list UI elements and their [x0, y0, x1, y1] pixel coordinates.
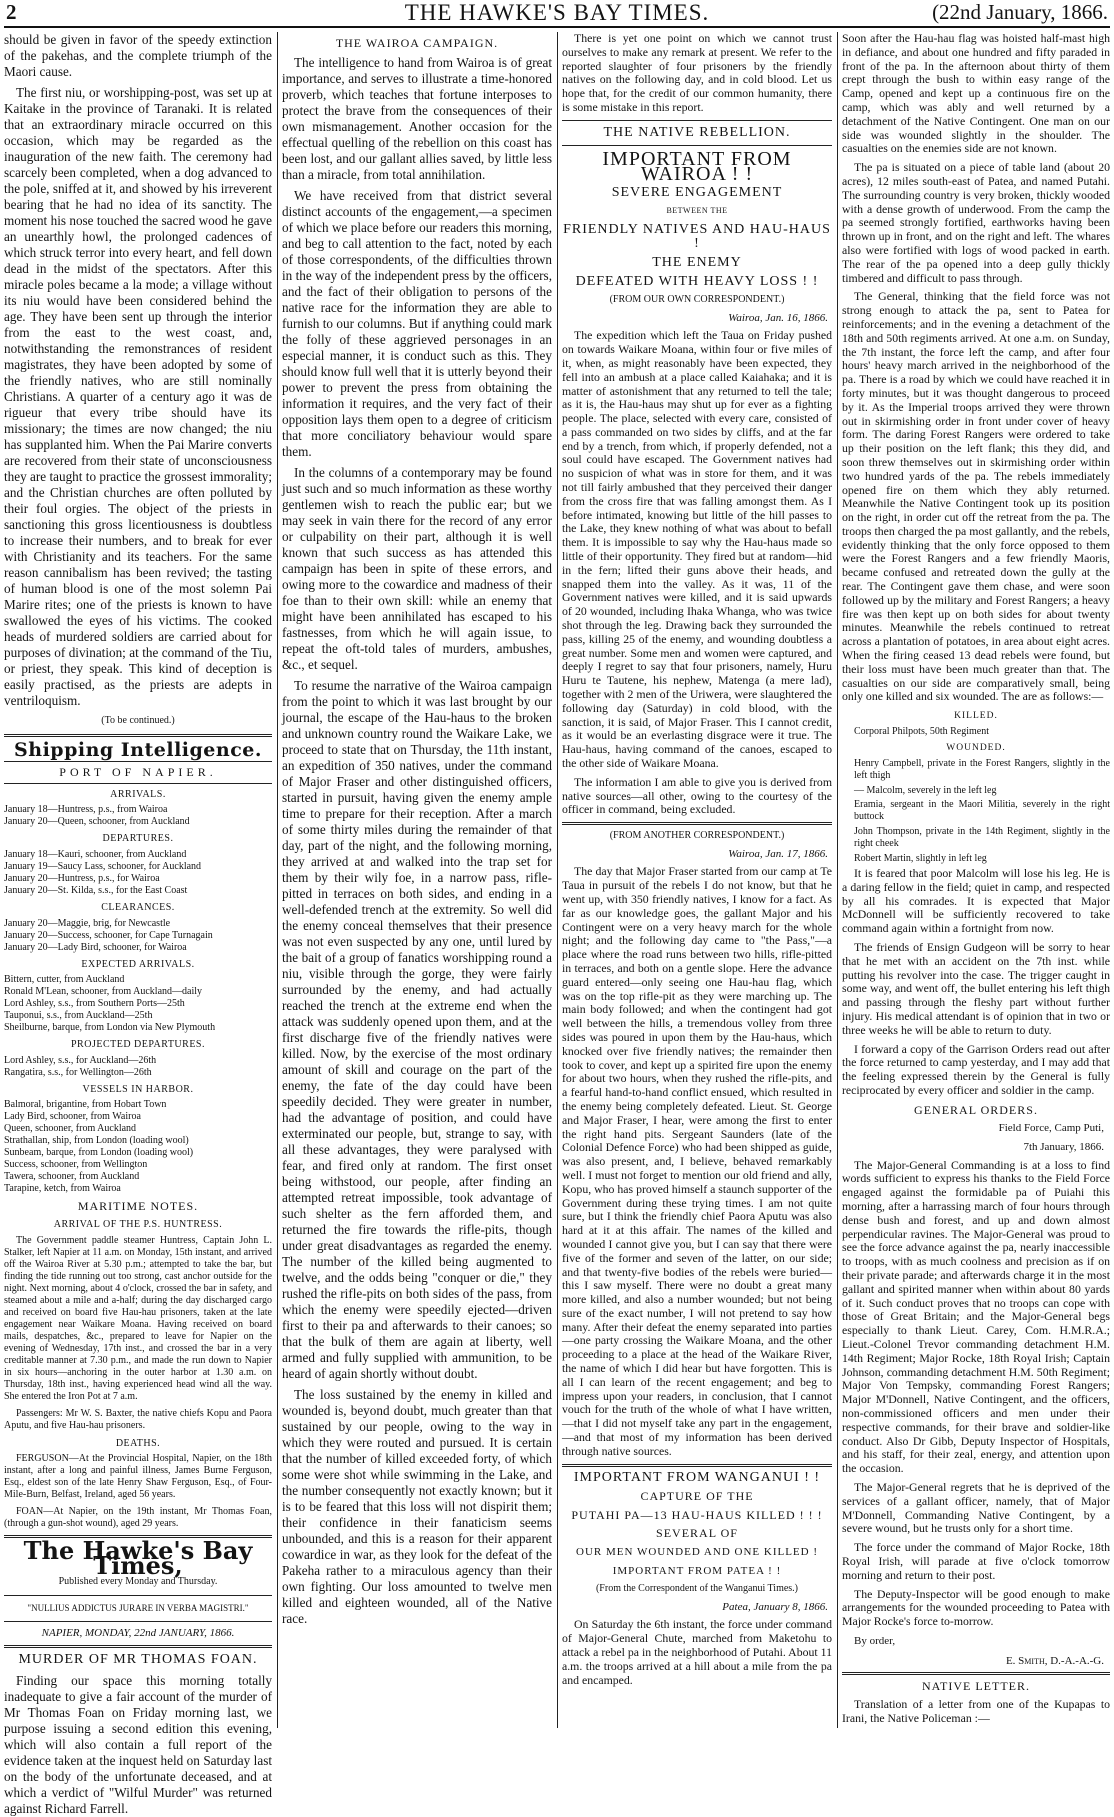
list-item: January 18—Huntress, p.s., from Wairoa — [4, 804, 168, 816]
column-4 — [842, 32, 1110, 1728]
paragraph: The Major-General regrets that he is deprived of the services of a gallant officer, namely, that of Major M'Donnell, Commanding Native Contingent, by a severe wound, but he trusts only for a short time. — [842, 1479, 1110, 1536]
list-item: Lord Ashley, s.s., from Southern Ports—25th — [4, 998, 185, 1010]
issue-date: (22nd January, 1866. — [932, 0, 1108, 24]
paragraph: On Saturday the 6th instant, the force under command of Major-General Chute, marched from Maketohu to attack a rebel pa in the neighborhood of Putahi. About 11 a.m. the troops arrived at a hill about a mile from the pa and encamped. — [562, 1617, 832, 1687]
paragraph: The information I am able to give you is derived from native sources—all other, owing to the courtesy of the officer in command, being excluded. — [562, 774, 832, 817]
paragraph: In the columns of a contemporary may be found just such and so much information as these worthy gentlemen wish to reach the public ear; but we may seek in vain there for the record of any error or culpability on their part, although it is well known that such success as has attended this campaign has been in spite of these errors, and owing more to the cowardice and madness of their foe than to their own skill: while an enemy that might have been annihilated has escaped to his fastnesses, from which he will again issue, to repeat the oft-told tales of murders, ambushes, &c., et sequel. — [282, 464, 552, 672]
list-item: January 20—Success, schooner, for Cape Turnagain — [4, 929, 213, 941]
friendly-heading: FRIENDLY NATIVES AND HAU-HAUS ! — [563, 221, 831, 252]
paragraph: The force under the command of Major Rocke, 18th Royal Irish, will parade at five o'clock tomorrow morning and return to their post. — [842, 1540, 1110, 1582]
patea-heading: IMPORTANT FROM PATEA ! ! — [612, 1564, 782, 1577]
list-item: Tawera, schooner, from Auckland — [4, 1171, 140, 1183]
wounded-heading: WOUNDED. — [946, 743, 1006, 754]
arrivals-list — [4, 804, 272, 828]
column-rule — [837, 32, 838, 1728]
defeated-heading: DEFEATED WITH HEAVY LOSS ! ! — [575, 273, 819, 289]
list-item: Balmoral, brigantine, from Hobart Town — [4, 1099, 167, 1111]
correspondent-byline: (From the Correspondent of the Wanganui Times.) — [595, 1583, 799, 1595]
divider — [4, 1645, 272, 1648]
list-item: Tauponui, s.s., from Auckland—25th — [4, 1010, 153, 1022]
column-1 — [4, 32, 272, 1816]
column-2 — [282, 32, 552, 1728]
paragraph: Soon after the Hau-hau flag was hoisted half-mast high in defiance, and about one hundred and fifty paraded in front of the pa. In the afternoon about thirty of them crept through the bush to within easy range of the Camp, opened and kept up a continuous fire on the camp, which was ably and well returned by a detachment of the Native Contingent. One man on our side was wounded slightly in the shoulder. The casualties on the enemies side are not known. — [842, 31, 1110, 156]
paper-title: THE HAWKE'S BAY TIMES. — [404, 0, 710, 25]
paragraph: The pa is situated on a piece of table land (about 20 acres), 12 miles south-east of Patea, and named Putahi. The surrounding country is very broken, thickly wooded with a dense growth of underwood. From the camp the pa seemed strongly fortified, earthworks having been thrown up in front, and on the right and left. The whares also were fortified with logs of wood packed in earth. The rear of the pa opened into a deep gully thickly timbered and difficult to pass through. — [842, 160, 1110, 285]
list-item: Strathallan, ship, from London (loading wool) — [4, 1135, 189, 1147]
column-rule — [557, 32, 558, 1728]
paragraph: There is yet one point on which we cannot trust ourselves to make any remark at present. We refer to the reported slaughter of four prisoners by the friendly natives on the following day, and in cold blood. Let us hope that, for the credit of our common humanity, there is some mistake in this report. — [562, 31, 832, 114]
report-dateline: Wairoa, Jan. 16, 1866. — [728, 311, 828, 324]
motto: "NULLIUS ADDICTUS JURARE IN VERBA MAGISTRI." — [27, 1602, 249, 1613]
projected-heading: PROJECTED DEPARTURES. — [71, 1039, 205, 1051]
paragraph: Translation of a letter from one of the Kupapas to Irani, the Native Policeman :— — [842, 1696, 1110, 1725]
list-item: Sheilburne, barque, from London via New Plymouth — [4, 1022, 216, 1034]
correspondent-byline: (FROM ANOTHER CORRESPONDENT.) — [609, 830, 785, 842]
list-item: Queen, schooner, from Auckland — [4, 1123, 137, 1135]
list-item: January 18—Kauri, schooner, from Auckland — [4, 848, 187, 860]
casualty-entry: John Thompson, private in the 14th Regiment, slightly in the right cheek — [854, 825, 1110, 850]
column-3 — [562, 32, 832, 1728]
paragraph: I forward a copy of the Garrison Orders read out after the force returned to camp yesterday, and I may add that the feeling expressed therein by the General is fully reciprocated by every officer and soldier in the camp. — [842, 1041, 1110, 1098]
paragraph: We have received from that district several distinct accounts of the engagement,—a specimen of which we place before our readers this morning, and beg to call attention to the fact, noted by each of those correspondents, of the difficulties thrown in the way of the independent press by the officers, and the fact of their obligation to persons of the native race for the information they are able to furnish to our columns. But if anything could mark the folly of these aggrieved personages in an especial manner, it is conduct such as this. They should know full well that it is utterly beyond their power to prevent the press from obtaining the information it requires, and the very fact of their opposition lays them open to a degree of criticism that more conciliatory behaviour would spare them. — [282, 187, 552, 459]
putahi-heading: PUTAHI PA—13 HAU-HAUS KILLED ! ! ! — [571, 1507, 823, 1522]
divider — [4, 734, 272, 737]
general-orders-heading: GENERAL ORDERS. — [914, 1102, 1038, 1117]
casualty-entry: Robert Martin, slightly in left leg — [854, 852, 987, 864]
orders-location: Field Force, Camp Puti, — [998, 1122, 1104, 1135]
maritime-subheading: ARRIVAL OF THE P.S. HUNTRESS. — [53, 1218, 223, 1230]
list-item: Tarapine, ketch, from Wairoa — [4, 1183, 121, 1195]
between-line: BETWEEN THE — [666, 206, 728, 216]
list-item: Ronald M'Lean, schooner, from Auckland—daily — [4, 986, 203, 998]
divider — [842, 1672, 1110, 1675]
paragraph: The expedition which left the Taua on Friday pushed on towards Waikare Moana, within four or five miles of it, when, as might reasonably have been expected, they fell into an ambush at a place called Kaiahaka; and it is matter of astonishment that any returned to tell the tale; as it is, the Hau-haus may shut up for ever as a fighting people. The place, selected with every care, consisted of a pass commanded on two sides by cliffs, and at the far end by a trench, from which, if properly defended, not a soul could have escaped. The Government natives had no suspicion of what was in store for them, and it was not till fairly ambushed that they perceived their danger from the cross fire that was falling amongst them. As I before intimated, knowing but little of the hill passes to the Lake, they knew nothing of what was about to befall them. It is impossible to say why the Hau-haus made so little of their opportunity. They fired but at random—hid in the fern; lifted their guns above their heads, and snapped them into the valley. As it was, 11 of the Government natives were killed, and it is said upwards of 20 wounded, including Ihaka Whanga, who was twice shot through the leg. Drawing back they surrounded the pass, killing 25 of the enemy, and wounding doubtless a great number. Some men and women were captured, and deeply I regret to say that four prisoners, namely, Huru Huru te Tautene, his nephew, Matenga (a mere lad), together with 2 men of the Uriwera, were slaughtered the following day (Saturday) in cold blood, with the sanction, it is said, of Major Fraser. This I cannot credit, as it would be an everlasting disgrace were it true. The Hau-haus, having command of the canoes, escaped to the other side of Waikare Moana. — [562, 328, 832, 771]
divider — [562, 822, 832, 825]
issue-dateline: NAPIER, MONDAY, 22nd JANUARY, 1866. — [41, 1626, 235, 1639]
casualty-entry: Henry Campbell, private in the Forest Rangers, slightly in the left thigh — [854, 757, 1110, 782]
list-item: Rangatira, s.s., for Wellington—26th — [4, 1066, 152, 1078]
maritime-text: The Government paddle steamer Huntress, Captain John L. Stalker, left Napier at 11 a.m. on Monday, 15th instant, and arrived off the Wairoa River at 5.30 p.m.; attempted to take the bar, but finding the tide running out too strong, cast anchor outside for the night. Next morning, about 4 o'clock, crossed the bar in safety, and steamed about a mile and a-half; during the day discharged cargo and received on board five Hau-hau prisoners, taken at the late engagement near Waikare Moana. Having received on board mails, despatches, &c., prepared to leave for Napier on the evening of Wednesday, 17th inst., and crossed the bar in a very creditable manner at 7.30 p.m., and made the run down to Napier in six hours—anchoring in the outer harbor at 1.30 a.m. on Thursday, 18th inst., having experienced head wind all the way. She entered the Iron Pot at 7 a.m. — [4, 1234, 272, 1402]
paper-name: The Hawke's Bay Times, — [23, 1536, 253, 1580]
list-item: Bittern, cutter, from Auckland — [4, 974, 125, 986]
wounded-heading: OUR MEN WOUNDED AND ONE KILLED ! — [576, 1546, 818, 1559]
paragraph: should be given in favor of the speedy extinction of the pakehas, and the complete triumph of the Maori cause. — [4, 32, 272, 79]
expected-heading: EXPECTED ARRIVALS. — [81, 958, 195, 970]
expected-list — [4, 974, 272, 1034]
rebellion-heading: THE NATIVE REBELLION. — [603, 124, 791, 140]
vessels-heading: VESSELS IN HARBOR. — [82, 1083, 194, 1095]
important-heading: IMPORTANT FROM WAIROA ! ! — [602, 148, 792, 185]
paragraph: The General, thinking that the field force was not strong enough to attack the pa, sent to Patea for reinforcements; and in the evening a detachment of the 18th and 50th regiments arrived. At one a.m. on Sunday, the 7th instant, the force left the camp, and after four hours' heavy march arrived in the neighborhood of the pa. There is a road by which we could have reached it in forty minutes, but it was thought dangerous to proceed by it. As the Imperial troops arrived they were thrown out in skirmishing order in front under cover of heavy form. The daring Forest Rangers were ordered to take up their position on the left flank; this they did, and soon threw themselves out in skirmishing order within two hundred yards of the pa. The rebels immediately opened fire on them which they ably returned. Meanwhile the Native Contingent took up its position on the right, in order cut off the retreat from the pa. The troops then charged the pa most gallantly, and the rebels, evidently thinking that the only force opposed to them were the Forest Rangers and a few friendly Maoris, became confused and retreated down the gully at the rear. The Contingent gave them chase, and were soon followed up by the military and Forest Rangers; a heavy fire was then kept up on both sides for about twenty minutes. Meanwhile the rebels continued to retreat across a plantation of potatoes, in area about eight acres. When the firing ceased 13 dead rebels were found, but their loss must have been much greater than that. The casualties on our side are comparatively small, being only one killed and six wounded. The are as follows:— — [842, 289, 1110, 704]
list-item: Lord Ashley, s.s., for Auckland—26th — [4, 1054, 157, 1066]
deaths-heading: DEATHS. — [115, 1437, 161, 1449]
report-dateline: Patea, January 8, 1866. — [722, 1600, 828, 1613]
native-letter-heading: NATIVE LETTER. — [922, 1679, 1030, 1694]
projected-list — [4, 1055, 272, 1079]
passengers: Passengers: Mr W. S. Baxter, the native chiefs Kopu and Paora Aputu, and five Hau-hau prisoners. — [4, 1407, 272, 1431]
list-item: Success, schooner, from Wellington — [4, 1159, 148, 1171]
article-continuation — [4, 32, 272, 709]
maritime-heading: MARITIME NOTES. — [77, 1199, 199, 1214]
list-item: January 20—Maggie, brig, for Newcastle — [4, 917, 171, 929]
report-dateline: Wairoa, Jan. 17, 1866. — [728, 847, 828, 860]
page-number: 2 — [6, 0, 17, 24]
masthead — [4, 0, 1110, 28]
published-line: Published every Monday and Thursday. — [58, 1576, 218, 1588]
signature: E. Smith, D.-A.-A.-G. — [1005, 1654, 1104, 1667]
list-item: Lady Bird, schooner, from Wairoa — [4, 1111, 141, 1123]
to-be-continued: (To be continued.) — [101, 715, 175, 726]
death-notice: FERGUSON—At the Provincial Hospital, Napier, on the 18th instant, after a long and painful illness, James Burne Ferguson, Esq., eldest son of the late Henry Shaw Ferguson, Esq., of Four-Mile-Burn, Belfast, Ireland, aged 56 years. — [4, 1453, 272, 1501]
divider — [562, 1464, 832, 1467]
murder-text: Finding our space this morning totally inadequate to give a fair account of the murder of Mr Thomas Foan on Friday morning last, we purpose issuing a second edition this evening, which will also contain a full report of the evidence taken at the inquest held on Saturday last on the body of the unfortunate deceased, and at which a verdict of "Wilful Murder" was returned against Richard Farrell. — [4, 1672, 272, 1816]
paragraph: The loss sustained by the enemy in killed and wounded is, beyond doubt, much greater than that sustained by our people, owing to the way in which they were routed and pursued. It is certain that the number of killed exceeded forty, of which some were shot while swimming in the Lake, and the number consequently not exactly known; but it is to be feared that this loss will not dispirit them; their confidence in their fanaticism seems unbounded, and this is a reason for their apparent cowardice in war, as they look for the defeat of the Pakeha rather to a miraculous agency than their own fighting. Our loss amounted to twelve men killed and eighteen wounded, all of the Native race. — [282, 1386, 552, 1626]
several-heading: SEVERAL OF — [656, 1526, 738, 1541]
wanganui-heading: IMPORTANT FROM WANGANUI ! ! — [573, 1469, 821, 1485]
paragraph: The friends of Ensign Gudgeon will be sorry to hear that he met with an accident on the 7th inst. while putting his revolver into the case. The trigger caught in some way, and went off, the bullet entering his left thigh and passing through the fleshy part without further injury. His medical attendant is of opinion that in two or three weeks he will be able to return to duty. — [842, 940, 1110, 1037]
enemy-heading: THE ENEMY — [652, 254, 742, 270]
clearances-list — [4, 918, 272, 954]
by-order: By order, — [854, 1634, 896, 1647]
editorial-body — [282, 55, 552, 1627]
column-rule — [277, 32, 278, 1728]
editorial-heading: THE WAIROA CAMPAIGN. — [335, 36, 499, 50]
list-item: Sunbeam, barque, from London (loading wool) — [4, 1147, 194, 1159]
orders-date: 7th January, 1866. — [1023, 1141, 1104, 1154]
casualty-entry: Eramia, sergeant in the Maori Militia, severely in the right buttock — [854, 799, 1110, 823]
killed-heading: KILLED. — [954, 711, 998, 722]
paragraph: The intelligence to hand from Wairoa is of great importance, and serves to illustrate a time-honored proverb, which teaches that fortune interposes to protect the brave from the consequences of their own mismanagement. Another occasion for the effectual quelling of the rebellion on this coast has been lost, and our gallant allies saved, by little less than a miracle, from total annihilation. — [282, 54, 552, 182]
list-item: January 20—Queen, schooner, from Auckland — [4, 816, 190, 828]
paragraph: The Major-General Commanding is at a loss to find words sufficient to express his thanks to the Field Force engaged against the formidable pa of Puiahi this morning, after a harrassing march of four hours through dense bush and forest, and up and down almost perpendicular ravines. The Major-General was proud to see the force advance against the pa, nearly inaccessible to troops, with as much coolness and precision as if on their private parade; and afterwards charge it in the most gallant and spirited manner when within about 80 yards of it. Such conduct proves that no troops can cope with those of Great Britain; and the Major-General begs especially to thank Lieut. Carey, Com. H.M.R.A.; Lieut.-Colonel Trevor commanding detachment H.M. 14th Regiment; Major Rocke, 18th Royal Irish; Captain Johnson, commanding detachment H.M. 50th Regiment; Major Von Tempsky, commanding Forest Rangers; Major M'Donnell, Native Contingent, and the officers, non-commissioned officers and men under their respective commands, for their brave and soldier-like conduct. Also Dr Gibb, Deputy Inspector of Hospitals, and his staff, for their zeal, energy, and attention upon the occasion. — [842, 1157, 1110, 1476]
paragraph: To resume the narrative of the Wairoa campaign from the point to which it was last brought by our journal, the escape of the Hau-haus to the broken and unknown country round the Waikare Lake, we proceed to state that on Thursday, the 11th instant, an expedition of 350 natives, under the command of Major Fraser and other distinguished officers, started in pursuit, having given the enemy ample time to prepare for their reception. After a march of some thirty miles during the remainder of that day, part of the night, and the following morning, they arrived at and walked into the trap set for them by their wily foe, in a narrow pass, rifle-pitted in terraces on both sides, and ending in a well-defended trench at the extremity. So well did the enemy conceal themselves that their presence was not even suspected by any one, until lured by the bait of a group of fanatics worshipping round a niu, visible through the gorge, they were fairly surrounded by the enemy, and had actually reached the trench at the extreme end when the attack was suddenly opened upon them, and at the first discharge five of the friendly natives were killed. Now, by the exercise of the most ordinary amount of skill and courage on the part of the enemy, the fate of the day could have been speedily decided. They were greater in number, had the advantage of position, and could have exterminated our people, but, strange to say, with all these advantages, they were paralysed with fear, and fired only at random. The first onset being withstood, our people, after finding an attempted retreat impossible, took advantage of such shelter as the fern afforded them, and returned the fire towards the rifle-pits, though under great disadvantages as regarded the enemy. The number of the killed being augmented to twelve, and the odds being "conquer or die," they rushed the rifle-pits on both sides of the pass, from which the enemy were speedily ejected—driven first to their pa and afterwards to their canoes; so that the bulk of them are again at liberty, well armed and fully supplied with ammunition, to be heard of again shortly without doubt. — [282, 677, 552, 1381]
list-item: January 20—St. Kilda, s.s., for the East Coast — [4, 884, 188, 896]
departures-list — [4, 849, 272, 897]
death-notice: FOAN—At Napier, on the 19th instant, Mr Thomas Foan, (through a gun-shot wound), aged 29 years. — [4, 1506, 272, 1530]
list-item: January 19—Saucy Lass, schooner, for Auckland — [4, 860, 202, 872]
casualty-entry: Corporal Philpots, 50th Regiment — [854, 725, 989, 737]
capture-heading: CAPTURE OF THE — [640, 1489, 754, 1504]
departures-heading: DEPARTURES. — [102, 833, 174, 845]
list-item: January 20—Lady Bird, schooner, for Wairoa — [4, 941, 187, 953]
arrivals-heading: ARRIVALS. — [110, 788, 166, 800]
port-title: PORT OF NAPIER. — [59, 765, 217, 780]
paragraph: The Deputy-Inspector will be good enough to make arrangements for the wounded proceeding to Patea with Major Rocke's force to-morrow. — [842, 1586, 1110, 1629]
severe-heading: SEVERE ENGAGEMENT — [611, 184, 783, 200]
vessels-list — [4, 1099, 272, 1195]
list-item: January 20—Huntress, p.s., for Wairoa — [4, 872, 160, 884]
paragraph: The day that Major Fraser started from our camp at Te Taua in pursuit of the rebels I do not know, but that he went up, with 350 friendly natives, I know for a fact. As far as our knowledge goes, the gallant Major and his Contingent were on a very heavy march for the whole night; and the following day came to "the Pass,"—a place where the road runs between two hills, rifle-pitted in terraces, and both on a gentle slope. Here the advance guard entered—only seeing one Hau-hau flag, which was on the top rifle-pit as they were marching up. The main body followed; and when the contingent had got well between the hills, a tremendous volley from three sides was poured in upon them by the Hau-haus, which knocked over five friendly natives; the remainder then took to cover, and kept up a spirited fire upon the enemy for about two hours, when they rushed the rifle-pits, and a fearful hand-to-hand conflict ensued, which resulted in the enemy being completely defeated. Lieut. St. George and Major Fraser, I hear, were among the first to enter the right hand pits. Sergeant Saunders (late of the Colonial Defence Force) who had been shipped as guide, was also present, and, I believe, behaved remarkably well. I must not forget to mention our old friend and ally, Kopu, who has proved himself a staunch supporter of the Government during these trying times. I am not quite sure, but I think the friendly chief Paora Aputu was also hard at it at this affair. The names of the killed and wounded I cannot give you, but I can say that there were five of the former and seven of the latter, on our side; and that twenty-five bodies of the rebels were buried—this I saw myself. There were no doubt a great many more killed, and also a number wounded; but not being sure of the exact number, I will not pretend to say how many. After their defeat the enemy separated into parties—one party crossing the Waikare Moana, and the other proceeding to a place at the head of the Waikare River, the name of which I did hear but have forgotten. This is all I can learn of the recent engagement; and beg to impress upon your readers, in conclusion, that I cannot vouch for the truth of the whole of what I have written,—that I did not myself take any part in the engagement,—and that most of my information has been derived through native sources. — [562, 864, 832, 1458]
paragraph: The first niu, or worshipping-post, was set up at Kaitake in the province of Taranaki. It is related that an extraordinary miracle occurred on this occasion, which may be regarded as the inauguration of the new faith. The ceremony had scarcely been completed, when a dog advanced to the pole, sniffed at it, and showed by his irreverent bearing that he had no idea of its sanctity. The moment his nose touched the sacred wood he gave an unearthly howl, the prolonged cadences of which struck terror into every heart, and fell down dead in the midst of the spectators. After this miracle poles became a la mode; a village without its niu would have been considered behind the age. They have been sent up through the interior from the east to the west coast, and, notwithstanding the remonstrances of resident magistrates, they have been adopted by some of the friendly natives, who are still nominally Christians. A quarter of a century ago it was de rigueur that every tribe should have its missionary; the times are now changed; the niu has supplanted him. When the Pai Marire converts are recovered from their state of unconsciousness they are taught to practice the grossest immorality; and the Christian churches are often polluted by their foul orgies. The object of the priests in sanctioning this gross licentiousness is doubtless to increase their numbers, and to break for ever with Christianity and its teachers. For the same reason cannibalism has been revived; the tasting of human blood is one of the most solemn Pai Marire rites; one of the priests is known to have swallowed the eyes of his victims. The cooked heads of murdered soldiers are carried about for purposes of divination; at the command of the Tiu, or priest, they speak. This kind of deception is easily practised, as the priests are adepts in ventriloquism. — [4, 85, 272, 708]
casualty-entry: — Malcolm, severely in the left leg — [854, 784, 997, 796]
murder-heading: MURDER OF MR THOMAS FOAN. — [18, 1652, 258, 1668]
shipping-title: Shipping Intelligence. — [14, 738, 262, 761]
clearances-heading: CLEARANCES. — [101, 901, 175, 913]
paragraph: It is feared that poor Malcolm will lose his leg. He is a daring fellow in the field; quiet in camp, and respected by all his comrades. It is expected that Major McDonnell will be sufficiently recovered to take command again within a fortnight from now. — [842, 866, 1110, 936]
correspondent-byline: (FROM OUR OWN CORRESPONDENT.) — [609, 294, 785, 306]
